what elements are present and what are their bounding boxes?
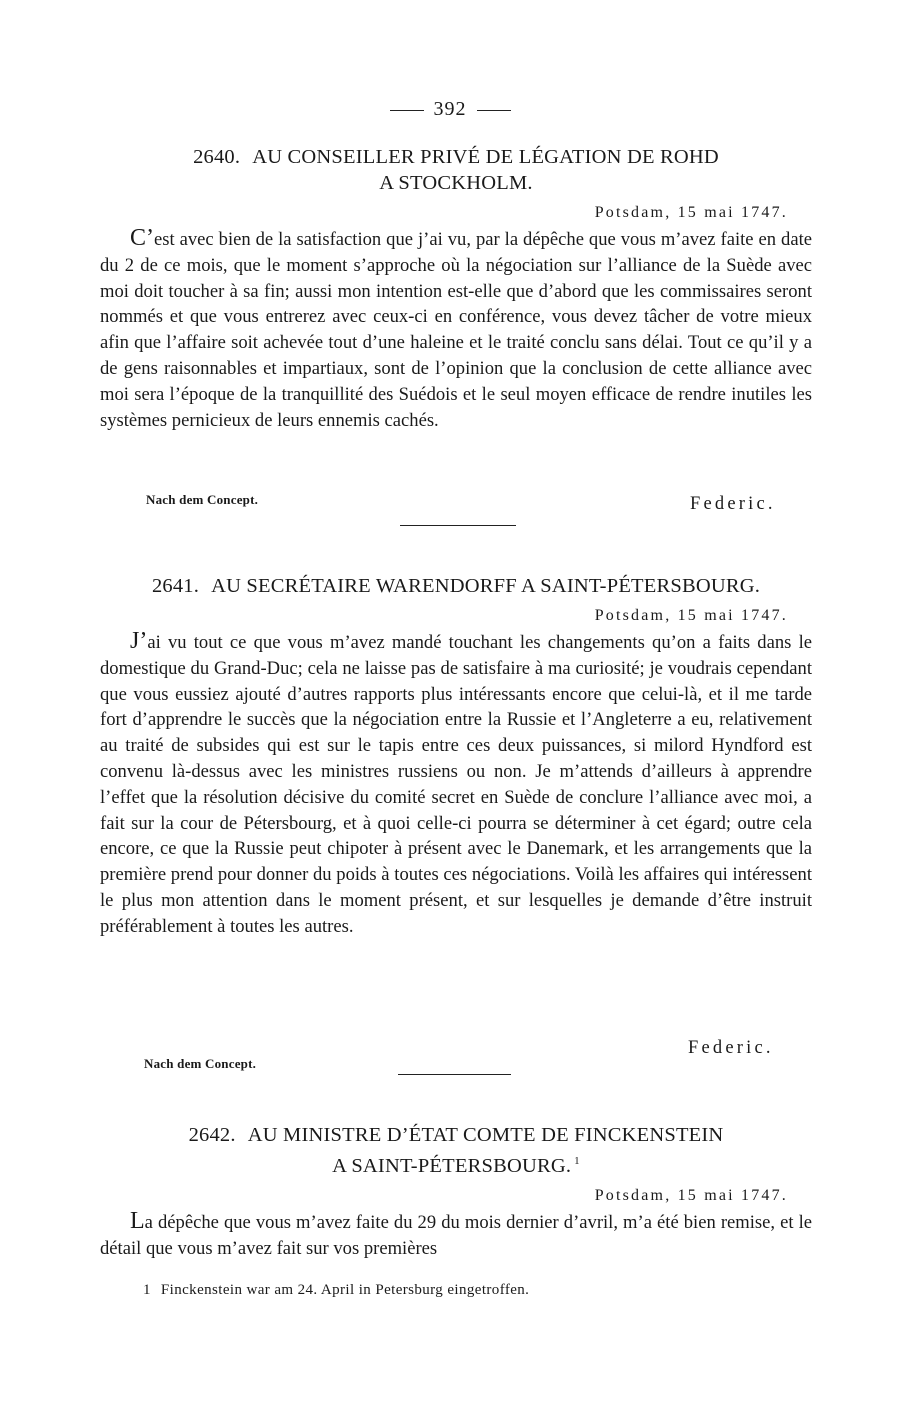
letter-heading	[100, 144, 812, 196]
letter-location: A SAINT-PÉTERSBOURG.	[332, 1154, 572, 1177]
letter-dateline: Potsdam, 15 mai 1747.	[594, 1186, 788, 1204]
letter-body: La dépêche que vous m’avez faite du 29 du mois dernier d’avril, m’a été bien remise, et le détail que vous m’avez fait sur vos premières	[100, 1207, 812, 1259]
letter-2640	[100, 144, 812, 433]
letter-number: 2641.	[151, 575, 200, 597]
page-number-rule-left	[390, 110, 424, 111]
footnote	[143, 1282, 529, 1299]
footnote-text: Finckenstein war am 24. April in Petersburg eingetroffen.	[160, 1282, 530, 1298]
letter-2642	[100, 1122, 812, 1261]
letter-body: C’est avec bien de la satisfaction que j’ai vu, par la dépêche que vous m’avez faite en date du 2 de ce mois, que le moment s’approche où la négociation sur l’alliance de la Suède avec moi doit toucher à sa fin; aussi mon intention est-elle que d’abord que les commissaires seront nommés et que vous entrerez avec ceux-ci en conférence, vous devez tâcher de votre mieux afin que l’affaire soit achevée tout d’une haleine et le traité conclu sans délai. Tout ce qu’il y a de gens raisonnables et impartiaux, sont de l’opinion que la conclusion de cette alliance avec moi sera l’époque de la tranquillité des Suédois et le seul moyen efficace de rendre inutiles les systèmes pernicieux de leurs ennemis cachés.	[100, 225, 812, 431]
letter-2641	[100, 573, 812, 940]
footnote-reference[interactable]: 1	[574, 1155, 580, 1167]
letter-recipient: AU MINISTRE D’ÉTAT COMTE DE FINCKENSTEIN	[247, 1124, 724, 1146]
page-number	[0, 98, 900, 121]
letter-heading	[100, 1122, 812, 1179]
letter-body: J’ai vu tout ce que vous m’avez mandé touchant les changements qu’on a faits dans le domestique du Grand-Duc; cela ne laisse pas de satisfaire à ma curiosité; je voudrais cependant que vous eussiez ajouté d’autres rapports plus intéressants encore que celui-là, et il me tarde fort d’apprendre le succès que la négociation entre la Russie et l’Angleterre a eu, relativement au traité de subsides qui est sur le tapis entre ces deux puissances, si milord Hyndford est convenu là-dessus avec les ministres russiens ou non. Je m’attends d’ailleurs à apprendre l’effet que la résolution décisive du comité secret en Suède de conclure l’alliance avec moi, a fait sur la cour de Pétersbourg, et à quoi celle-ci pourra se déterminer à cet égard; outre cela encore, ce que la Russie peut chipoter à présent avec le Danemark, et les arrangements que la première prend pour donner du poids à toutes ces négociations. Voilà les affaires qui intéressent le plus mon attention dans le moment présent, et sur lesquelles je demande d’être instruit préférablement à toutes les autres.	[100, 628, 812, 937]
footnote-marker: 1	[143, 1282, 151, 1298]
page-number-rule-right	[477, 110, 511, 111]
letter-dateline: Potsdam, 15 mai 1747.	[594, 607, 788, 624]
letter-recipient: AU SECRÉTAIRE WARENDORFF A SAINT-PÉTERSBOURG.	[211, 575, 761, 597]
letter-number: 2640.	[193, 146, 241, 168]
signature: Federic.	[690, 494, 776, 514]
letter-location: A STOCKHOLM.	[379, 172, 533, 194]
letter-dateline: Potsdam, 15 mai 1747.	[594, 204, 788, 221]
section-separator	[400, 525, 516, 526]
source-note: Nach dem Concept.	[146, 492, 259, 507]
page-number-value: 392	[433, 98, 467, 120]
letter-heading	[100, 573, 812, 599]
letter-recipient: AU CONSEILLER PRIVÉ DE LÉGATION DE ROHD	[252, 146, 719, 168]
section-separator	[398, 1074, 511, 1075]
source-note: Nach dem Concept.	[144, 1056, 257, 1071]
signature: Federic.	[688, 1038, 774, 1058]
letter-number: 2642.	[188, 1124, 236, 1146]
